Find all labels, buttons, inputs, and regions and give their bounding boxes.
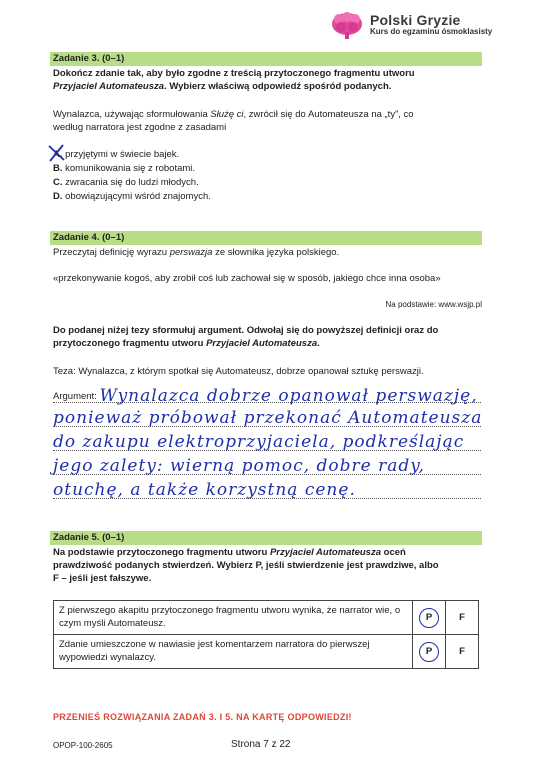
brand-subtitle: Kurs do egzaminu ósmoklasisty	[370, 27, 493, 37]
table-row	[54, 635, 479, 669]
circle-mark: P	[419, 642, 439, 662]
handwritten-answer[interactable]: jego zalety: wierną pomoc, dobre rady,	[53, 456, 425, 476]
thesis-text: Teza: Wynalazca, z którym spotkał się Automateusz, dobrze opanował sztukę perswazji.	[53, 366, 424, 377]
task4-task-line2: przytoczonego fragmentu utworu Przyjaciel Automateusza.	[53, 338, 320, 349]
option-f[interactable]: F	[446, 601, 479, 635]
task4-task-line1: Do podanej niżej tezy sformułuj argument. Odwołaj się do powyższej definicji oraz do	[53, 325, 439, 336]
statement-cell: Z pierwszego akapitu przytoczonego fragmentu utworu wynika, że narrator wie, o czym myśli Automateusz.	[54, 601, 413, 635]
task3-question-line1: Wynalazca, używając sformułowania Służę ci, zwrócił się do Automateusza na „ty”, co	[53, 109, 414, 120]
task3-instruction-line2: Przyjaciel Automateusza. Wybierz właściwą odpowiedź spośród podanych.	[53, 81, 392, 92]
option-p[interactable]	[413, 601, 446, 635]
option-p[interactable]	[413, 635, 446, 669]
handwritten-answer[interactable]: do zakupu elektroprzyjaciela, podkreślając	[53, 432, 465, 452]
task3-option-d[interactable]: D. obowiązującymi wśród znajomych.	[53, 191, 211, 202]
task3-option-b[interactable]: B. komunikowania się z robotami.	[53, 163, 196, 174]
task3-option-a[interactable]: A. przyjętymi w świecie bajek.	[53, 149, 180, 160]
statement-cell: Zdanie umieszczone w nawiasie jest komentarzem narratora do pierwszej wypowiedzi wynalazcy.	[54, 635, 413, 669]
task5-instruction-line3: F – jeśli jest fałszywe.	[53, 573, 152, 584]
brain-icon	[330, 10, 364, 40]
task5-instruction-line2: prawdziwość podanych stwierdzeń. Wybierz P, jeśli stwierdzenie jest prawdziwe, albo	[53, 560, 439, 571]
argument-line-1[interactable]	[53, 386, 483, 406]
handwritten-answer[interactable]: otuchę, a także korzystną cenę.	[53, 480, 356, 500]
transfer-note: PRZENIEŚ ROZWIĄZANIA ZADAŃ 3. I 5. NA KARTĘ ODPOWIEDZI!	[53, 712, 352, 722]
table-row	[54, 601, 479, 635]
task5-header: Zadanie 5. (0–1)	[50, 531, 482, 545]
exam-code: OPOP-100-2605	[53, 741, 113, 750]
task4-header: Zadanie 4. (0–1)	[50, 231, 482, 245]
true-false-table	[53, 600, 479, 669]
task4-instruction: Przeczytaj definicję wyrazu perswazja ze słownika języka polskiego.	[53, 247, 340, 258]
source-note: Na podstawie: www.wsjp.pl	[385, 300, 482, 309]
cross-mark-icon	[46, 143, 68, 163]
option-f[interactable]: F	[446, 635, 479, 669]
handwritten-answer: Wynalazca dobrze opanował perswazję,	[99, 386, 478, 406]
handwritten-answer[interactable]: ponieważ próbował przekonać Automateusza	[53, 408, 483, 428]
argument-label: Argument:	[53, 391, 97, 402]
circle-mark: P	[419, 608, 439, 628]
page-number: Strona 7 z 22	[231, 739, 291, 750]
task3-instruction-line1: Dokończ zdanie tak, aby było zgodne z treścią przytoczonego fragmentu utworu	[53, 68, 415, 79]
definition-text: «przekonywanie kogoś, aby zrobił coś lub zachował się w sposób, jakiego chce inna osoba»	[53, 273, 441, 284]
task3-header: Zadanie 3. (0–1)	[50, 52, 482, 66]
brand-title: Polski Gryzie	[370, 12, 461, 29]
task3-question-line2: według narratora jest zgodne z zasadami	[53, 122, 227, 133]
brand-logo	[330, 10, 492, 40]
task5-instruction-line1: Na podstawie przytoczonego fragmentu utworu Przyjaciel Automateusza oceń	[53, 547, 406, 558]
task3-option-c[interactable]: C. zwracania się do ludzi młodych.	[53, 177, 199, 188]
